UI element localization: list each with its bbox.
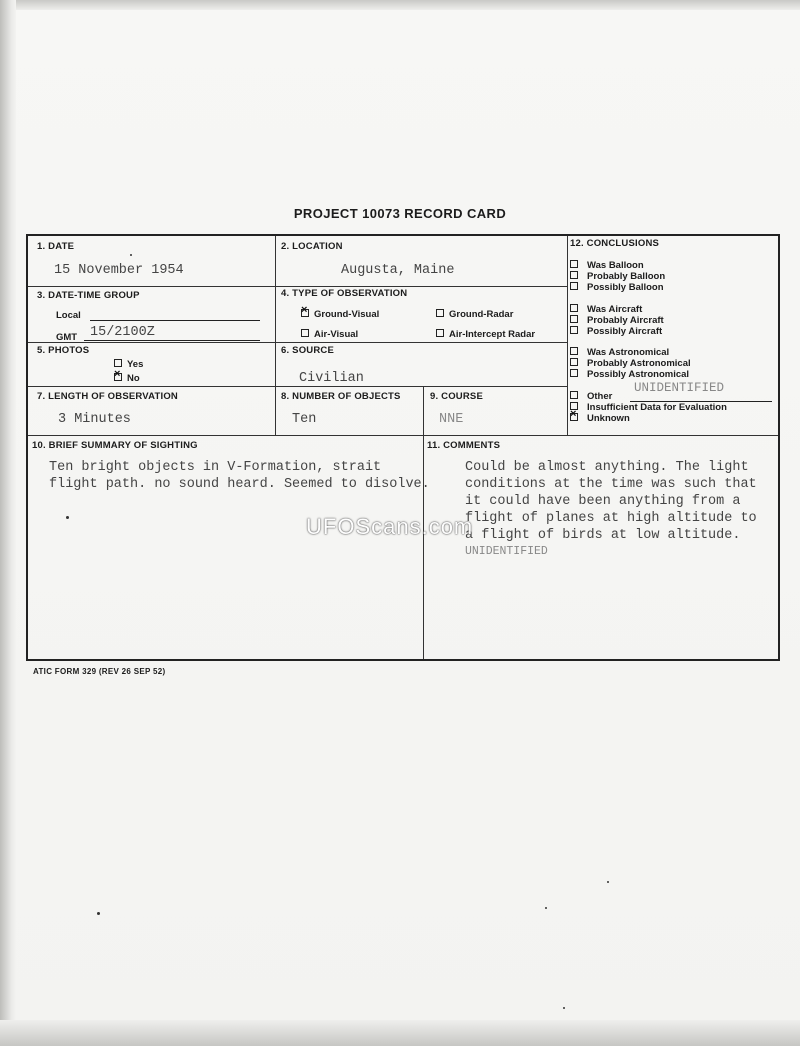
scan-speck: [607, 881, 609, 883]
option-ground-radar[interactable]: Ground-Radar: [436, 309, 513, 320]
checkbox-icon[interactable]: [570, 271, 578, 279]
checkbox-checked-icon[interactable]: [114, 373, 122, 381]
checkbox-icon[interactable]: [570, 391, 578, 399]
comments-label: 11. COMMENTS: [427, 440, 501, 451]
comments-line: flight of planes at high altitude to: [465, 511, 757, 526]
checkbox-icon[interactable]: [301, 329, 309, 337]
comments-line: Could be almost anything. The light: [465, 460, 749, 475]
checkbox-icon[interactable]: [570, 326, 578, 334]
row-divider: [28, 386, 567, 387]
checkbox-icon[interactable]: [570, 369, 578, 377]
photos-no[interactable]: ×No: [114, 373, 140, 384]
checkbox-icon[interactable]: [570, 358, 578, 366]
date-value: 15 November 1954: [54, 263, 184, 278]
checkbox-icon[interactable]: [570, 347, 578, 355]
conclusion-option[interactable]: Possibly Aircraft: [570, 326, 664, 337]
conclusion-option[interactable]: Was Astronomical: [570, 347, 691, 358]
comments-line: conditions at the time was such that: [465, 477, 757, 492]
checkbox-icon[interactable]: [570, 260, 578, 268]
option-air-intercept-radar[interactable]: Air-Intercept Radar: [436, 329, 535, 340]
gmt-label: GMT: [56, 332, 78, 343]
location-label: 2. LOCATION: [281, 241, 343, 252]
type-of-observation-label: 4. TYPE OF OBSERVATION: [281, 288, 408, 299]
date-time-group-label: 3. DATE-TIME GROUP: [37, 290, 140, 301]
conclusion-aircraft-group: [570, 304, 664, 337]
conclusion-unknown[interactable]: ×Unknown: [570, 413, 630, 424]
checkbox-icon[interactable]: [570, 304, 578, 312]
comments-line: it could have been anything from a: [465, 494, 741, 509]
conclusions-label: 12. CONCLUSIONS: [570, 238, 660, 249]
scan-speck: [563, 1007, 565, 1009]
row-divider: [28, 342, 567, 343]
scan-speck: [130, 254, 132, 256]
scan-speck: [66, 516, 69, 519]
scan-edge-left: [0, 0, 16, 1046]
photos-yes[interactable]: Yes: [114, 359, 143, 370]
gmt-value: 15/2100Z: [90, 325, 155, 340]
source-value: Civilian: [299, 371, 364, 386]
comments-line: UNIDENTIFIED: [465, 545, 548, 558]
row-divider: [28, 435, 778, 436]
number-of-objects-label: 8. NUMBER OF OBJECTS: [281, 391, 401, 402]
number-of-objects-value: Ten: [292, 412, 317, 427]
form-footer: ATIC FORM 329 (REV 26 SEP 52): [33, 667, 166, 676]
scan-edge-top: [0, 0, 800, 10]
local-label: Local: [56, 310, 81, 321]
conclusion-option[interactable]: Probably Aircraft: [570, 315, 664, 326]
col-divider: [275, 236, 276, 435]
scan-speck: [545, 907, 547, 909]
date-label: 1. DATE: [37, 241, 75, 252]
conclusion-option[interactable]: Was Aircraft: [570, 304, 664, 315]
conclusion-balloon-group: [570, 260, 665, 293]
summary-line: flight path. no sound heard. Seemed to disolve.: [49, 477, 430, 492]
watermark-logo: UFOScans.com: [306, 514, 474, 539]
local-line: [90, 320, 260, 321]
checkbox-icon[interactable]: [114, 359, 122, 367]
card-title: PROJECT 10073 RECORD CARD: [293, 206, 507, 221]
checkbox-icon[interactable]: [436, 309, 444, 317]
scan-speck: [97, 912, 100, 915]
summary-text: [49, 460, 430, 494]
conclusion-option[interactable]: Probably Astronomical: [570, 358, 691, 369]
option-air-visual[interactable]: Air-Visual: [301, 329, 358, 340]
record-card: [26, 234, 780, 661]
conclusion-other[interactable]: Other: [570, 391, 612, 402]
conclusion-option[interactable]: Probably Balloon: [570, 271, 665, 282]
photos-label: 5. PHOTOS: [37, 345, 90, 356]
location-value: Augusta, Maine: [341, 263, 455, 278]
col-divider: [567, 236, 568, 435]
conclusion-option[interactable]: Possibly Balloon: [570, 282, 665, 293]
other-value: UNIDENTIFIED: [634, 381, 725, 395]
checkbox-icon[interactable]: [436, 329, 444, 337]
checkbox-checked-icon[interactable]: [570, 413, 578, 421]
option-ground-visual[interactable]: ×Ground-Visual: [301, 309, 379, 320]
source-label: 6. SOURCE: [281, 345, 335, 356]
summary-label: 10. BRIEF SUMMARY OF SIGHTING: [32, 440, 198, 451]
row-divider: [28, 286, 567, 287]
length-value: 3 Minutes: [58, 412, 131, 427]
conclusion-insufficient[interactable]: Insufficient Data for Evaluation: [570, 402, 727, 413]
summary-line: Ten bright objects in V-Formation, strait: [49, 460, 382, 475]
course-label: 9. COURSE: [430, 391, 484, 402]
checkbox-icon[interactable]: [570, 282, 578, 290]
comments-text: [465, 460, 757, 562]
comments-line: a flight of birds at low altitude.: [465, 528, 741, 543]
gmt-line: [84, 340, 260, 341]
length-label: 7. LENGTH OF OBSERVATION: [37, 391, 178, 402]
conclusion-astronomical-group: [570, 347, 691, 380]
course-value: NNE: [439, 412, 464, 427]
scan-edge-bottom: [0, 1020, 800, 1046]
conclusion-option[interactable]: Was Balloon: [570, 260, 665, 271]
checkbox-checked-icon[interactable]: [301, 309, 309, 317]
conclusion-option[interactable]: Possibly Astronomical: [570, 369, 691, 380]
checkbox-icon[interactable]: [570, 315, 578, 323]
